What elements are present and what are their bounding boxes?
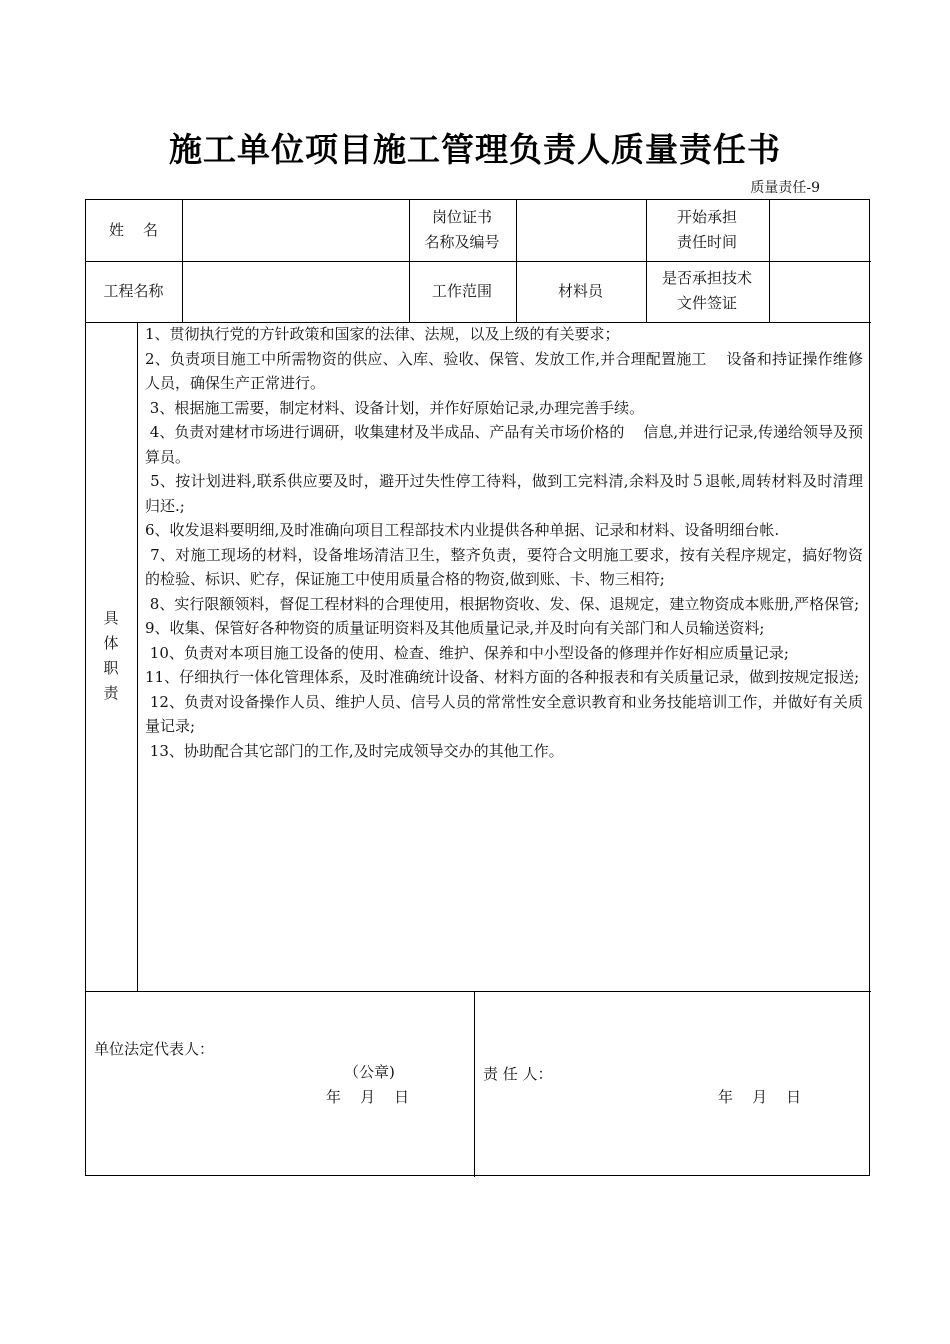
tech-sign-value-cell[interactable] [769,261,869,321]
name-value-cell[interactable] [182,200,408,260]
duty-item: 10、负责对本项目施工设备的使用、检查、维护、保养和中小型设备的修理并作好相应质量记录; [145,643,789,662]
duty-item: 6、收发退料要明细,及时准确向项目工程部技术内业提供各种单据、记录和材料、设备明细台帐. [145,521,780,539]
work-scope-label: 工作范围 [431,281,492,300]
duty-item: 9、收集、保管好各种物资的质量证明资料及其他质量记录,并及时向有关部门和人员输送资料; [145,619,765,637]
duties-label: 具 体 职 责 [103,609,119,702]
project-name-label: 工程名称 [103,281,164,300]
start-time-value-cell[interactable] [769,200,869,260]
duty-item: 11、仔细执行一体化管理体系，及时准确统计设备、材料方面的各种报表和有关质量记录，做到按规定报送; [145,668,860,686]
duty-item: 1、贯彻执行党的方针政策和国家的法律、法规，以及上级的有关要求； [145,325,620,343]
duty-item: 5、按计划进料,联系供应要及时，避开过失性停工待料，做到工完料清,余料及时５退帐,周转材料及时清理归还.; [145,472,863,515]
company-seal-label: （公章) [344,1063,395,1081]
document-code: 质量责任-9 [750,180,820,196]
col-divider [474,991,475,1177]
duty-item: 2、负责项目施工中所需物资的供应、入库、验收、保管、发放工作,并合理配置施工 设备和持证操作维修人员，确保生产正常进行。 [145,349,863,392]
name-label: 姓 名 [108,220,159,239]
col-divider [137,322,138,991]
work-scope-value: 材料员 [557,281,603,300]
legal-rep-date: 年 月 日 [326,1088,410,1106]
duty-item: 12、负责对设备操作人员、维护人员、信号人员的常常性安全意识教育和业务技能培训工作，并做好有关质量记录; [145,692,863,735]
cert-label: 岗位证书 名称及编号 [424,208,500,251]
row-divider [86,991,871,992]
cert-value-cell[interactable] [516,200,645,260]
tech-sign-label: 是否承担技术 文件签证 [661,269,752,312]
duty-item: 13、协助配合其它部门的工作,及时完成领导交办的其他工作。 [145,741,564,760]
start-time-label: 开始承担 责任时间 [676,208,737,251]
duties-list [145,322,863,763]
duty-item: 8、实行限额领料，督促工程材料的合理使用，根据物资收、发、保、退规定，建立物资成本账册,严格保管; [145,594,860,613]
duty-item: 4、负责对建材市场进行调研，收集建材及半成品、产品有关市场价格的 信息,并进行记录,传递给领导及预算员。 [145,423,863,466]
responsible-person-date: 年 月 日 [718,1088,802,1106]
responsible-person-label: 责 任 人： [483,1065,553,1083]
legal-rep-label: 单位法定代表人： [94,1040,215,1058]
duty-item: 7、对施工现场的材料，设备堆场清洁卫生，整齐负责，要符合文明施工要求，按有关程序规定，搞好物资的检验、标识、贮存，保证施工中使用质量合格的物资,做到账、卡、物三相符; [145,545,863,588]
project-name-value-cell[interactable] [182,261,408,321]
document-title: 施工单位项目施工管理负责人质量责任书 [169,130,781,169]
duty-item: 3、根据施工需要，制定材料、设备计划，并作好原始记录,办理完善手续。 [145,398,645,417]
